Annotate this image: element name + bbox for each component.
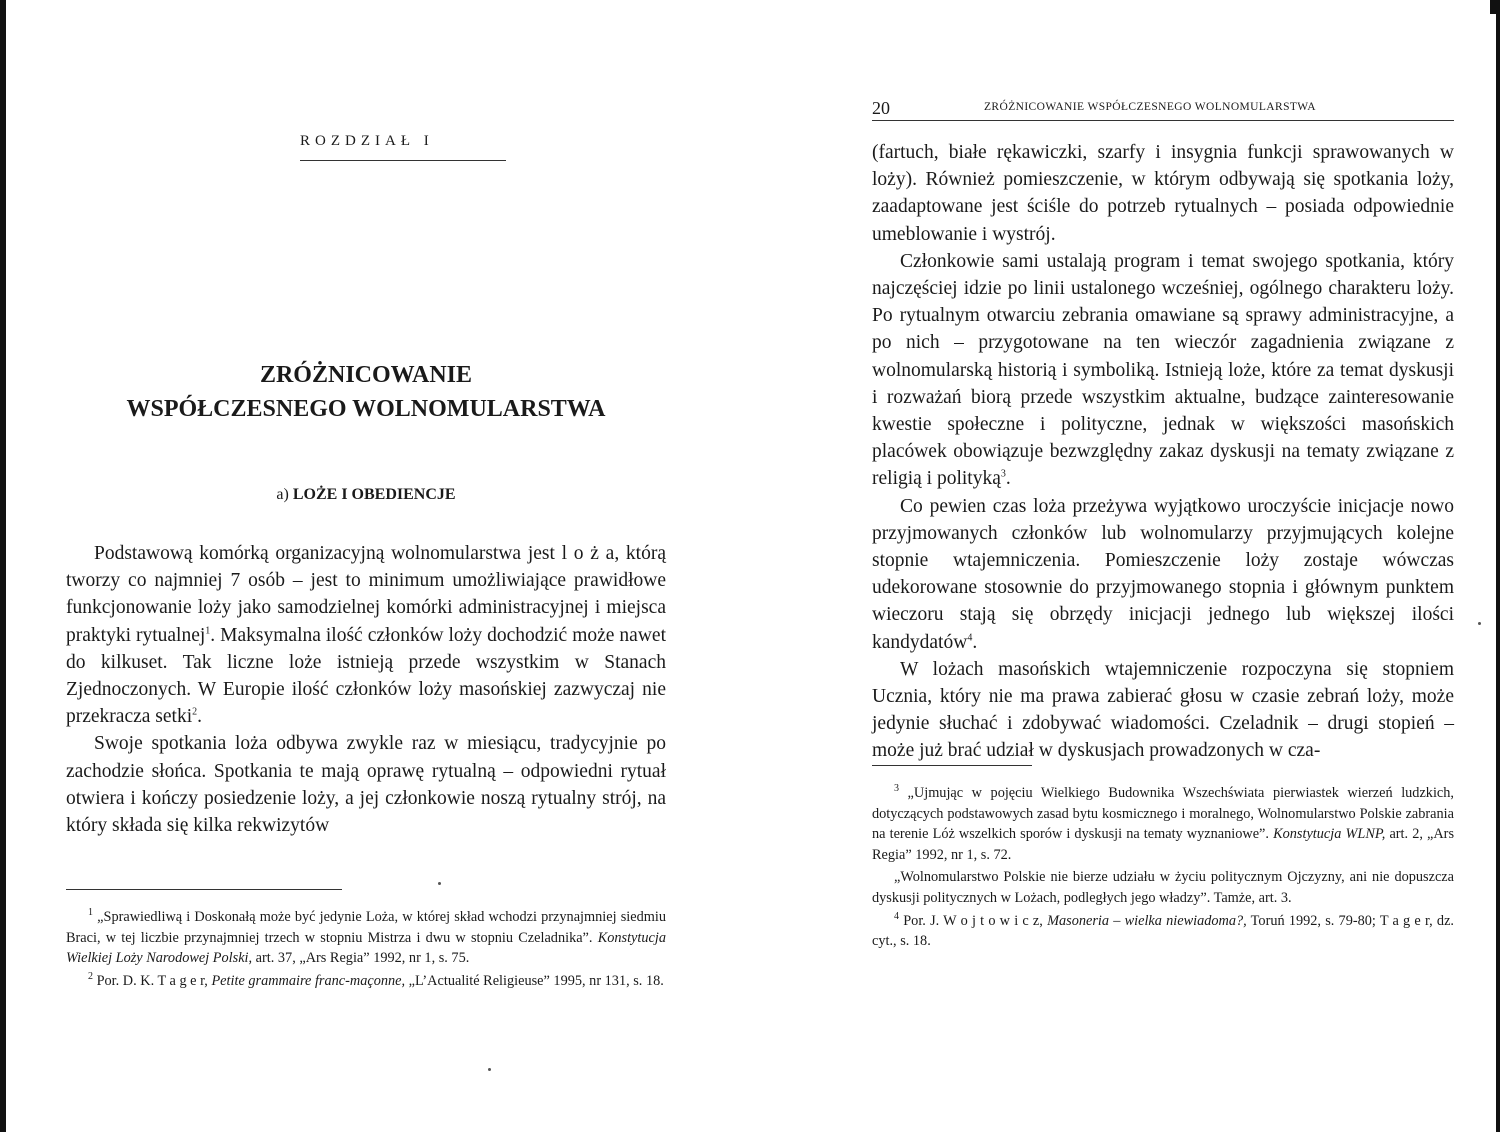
- paragraph: [872, 248, 1454, 493]
- paragraph-text: (fartuch, białe rękawiczki, szarfy i insygnia funkcji sprawowanych w loży). Również pomieszczenie, w którym odbywają się spotkania loży, zaadaptowane jest ściśle do potrzeb rytualnych – posiada odpowiednie umeblowanie i wystrój.: [872, 142, 1454, 245]
- footnote-text: Por. D. K. T a g e r,: [96, 972, 208, 989]
- footnote-title: Masoneria – wielka niewiadoma?,: [1047, 912, 1247, 929]
- paragraph-text: .: [1005, 468, 1011, 490]
- scan-edge-right-top: [1490, 0, 1500, 14]
- scan-edge-right: [1496, 0, 1500, 1132]
- running-head-title: ZRÓŻNICOWANIE WSPÓŁCZESNEGO WOLNOMULARSTWA: [984, 101, 1316, 113]
- footnote-number: 3: [894, 783, 899, 795]
- section-heading-text: LOŻE I OBEDIENCJE: [292, 486, 456, 503]
- footnote-ref: 3: [1000, 468, 1006, 480]
- right-body-text: [872, 139, 1454, 765]
- scan-speck: [438, 882, 441, 885]
- footnote-title: Petite grammaire franc-maçonne,: [211, 972, 406, 989]
- paragraph-text: Podstawową komórką organizacyjną wolnomularstwa jest l o ż a, którą tworzy co najmniej 7 osób – jest to minimum umożliwiające prawidłowe funkcjonowanie loży jako samodzielnej komórki administracyjnej i miejsca praktyki rytualnej: [66, 543, 666, 646]
- scan-edge-left: [0, 0, 6, 1132]
- chapter-rule: [300, 160, 506, 161]
- footnote: [66, 907, 666, 969]
- paragraph-text: Członkowie sami ustalają program i temat swojego spotkania, który najczęściej idzie po linii ustalonego wcześniej, ogólnego charakteru loży. Po rytualnym otwarciu zebrania omawiane są sprawy administracyjne, a po nich – przygotowane na ten wieczór zagadnienia związane z wolnomularską historią i symboliką. Istnieją loże, które za temat dyskusji i rozważań biorą przede wszystkim aktualne, budzące zainteresowanie kwestie społeczne i polityczne, jednak w większości masońskich placówek obowiązuje bezwzględny zakaz dyskusji na tematy związane z religią i polityką: [872, 250, 1454, 490]
- chapter-title-line-2: WSPÓŁCZESNEGO WOLNOMULARSTWA: [126, 396, 606, 422]
- footnote-text: Toruń 1992, s. 79-80; T a g e r, dz. cyt., s. 18.: [872, 912, 1455, 950]
- footnote-title: Konstytucja WLNP,: [1273, 826, 1386, 843]
- page-number: 20: [872, 98, 890, 118]
- section-letter: a): [276, 486, 289, 503]
- chapter-title: [66, 358, 666, 426]
- chapter-title-line-1: ZRÓŻNICOWANIE: [259, 362, 473, 388]
- footnote: [872, 911, 1454, 952]
- section-heading: [66, 486, 666, 504]
- footnote-number: 4: [894, 910, 899, 922]
- footnote-text: „Sprawiedliwą i Doskonałą może być jedynie Loża, w której skład wchodzi przynajmniej siedmiu Braci, w tej liczbie przynajmniej trzech w stopniu Mistrza i dwu w stopniu Czeladnika”.: [66, 909, 667, 946]
- chapter-label: ROZDZIAŁ I: [300, 133, 434, 149]
- right-footnotes: [872, 783, 1454, 954]
- footnote-text: „Ujmując w pojęciu Wielkiego Budownika Wszechświata pierwiastek wierzeń ludzkich, dotyczących podstawowych zasad bytu kosmicznego i moralnego, Wolnomularstwo Polskie zabrania na terenie Lóż wszelkich sporów i dyskusji na tematy wyznaniowe”.: [872, 785, 1454, 843]
- footnote-rule: [872, 765, 1032, 766]
- footnote-text: „L’Actualité Religieuse” 1995, nr 131, s. 18.: [405, 972, 664, 989]
- footnote-ref: 4: [967, 632, 973, 644]
- footnote: [872, 867, 1454, 908]
- left-footnotes: [66, 907, 666, 993]
- left-body-text: [66, 540, 666, 839]
- scan-speck: [488, 1068, 491, 1071]
- paragraph-text: .: [197, 706, 202, 728]
- footnote-text: art. 37, „Ars Regia” 1992, nr 1, s. 75.: [252, 950, 470, 967]
- footnote-number: 2: [88, 971, 93, 983]
- paragraph: [872, 493, 1454, 656]
- paragraph-text: . Maksymalna ilość członków loży dochodzić może nawet do kilkuset. Tak liczne loże istnieją przede wszystkim w Stanach Zjednoczonych. W Europie ilość członków loży masońskiej zazwyczaj nie przekracza setki: [66, 624, 666, 728]
- scan-speck: [1478, 622, 1481, 625]
- footnote-ref: 2: [192, 706, 198, 718]
- footnote-title: Konstytucja Wielkiej Loży Narodowej Polski,: [66, 929, 666, 967]
- paragraph-text: W lożach masońskich wtajemniczenie rozpoczyna się stopniem Ucznia, który nie ma prawa zabierać głosu w czasie zebrań loży, może jedynie słuchać i zdobywać wiadomości. Czeladnik – drugi stopień – może już brać udział w dyskusjach prowadzonych w cza-: [872, 658, 1454, 762]
- paragraph-text: Swoje spotkania loża odbywa zwykle raz w miesiącu, tradycyjnie po zachodzie słońca. Spotkania te mają oprawę rytualną – odpowiedni rytuał otwiera i kończy posiedzenie loży, a jej członkowie noszą rytualny strój, na który składa się kilka rekwizytów: [66, 733, 666, 837]
- paragraph: [872, 656, 1454, 765]
- paragraph: [66, 730, 666, 839]
- footnote-text: „Wolnomularstwo Polskie nie bierze udziału w życiu politycznym Ojczyzny, ani nie dopuszcza dyskusji politycznych w Lożach, podległych jego władzy”. Tamże, art. 3.: [872, 869, 1454, 906]
- footnote: [66, 971, 666, 992]
- footnote-number: 1: [88, 907, 93, 919]
- footnote-rule: [66, 889, 342, 890]
- paragraph-text: .: [972, 631, 978, 653]
- running-head: [872, 96, 1454, 121]
- right-page: [872, 0, 1454, 1132]
- paragraph: [66, 540, 666, 730]
- footnote-text: Por. J. W o j t o w i c z,: [903, 912, 1043, 929]
- paragraph-text: Co pewien czas loża przeżywa wyjątkowo uroczyście inicjacje nowo przyjmowanych członków lub wolnomularzy przyjmujących kolejne stopnie wtajemniczenia. Pomieszczenie loży zostaje wówczas udekorowane stosownie do przyjmowanego stopnia i głównym punktem wieczoru stają się obrzędy inicjacji jednego lub większej ilości kandydatów: [872, 495, 1454, 653]
- footnote-text: art. 2, „Ars Regia” 1992, nr 1, s. 72.: [872, 826, 1455, 863]
- paragraph: [872, 139, 1454, 248]
- footnote: [872, 783, 1454, 865]
- footnote-ref: 1: [205, 625, 211, 637]
- left-page: [66, 0, 666, 1132]
